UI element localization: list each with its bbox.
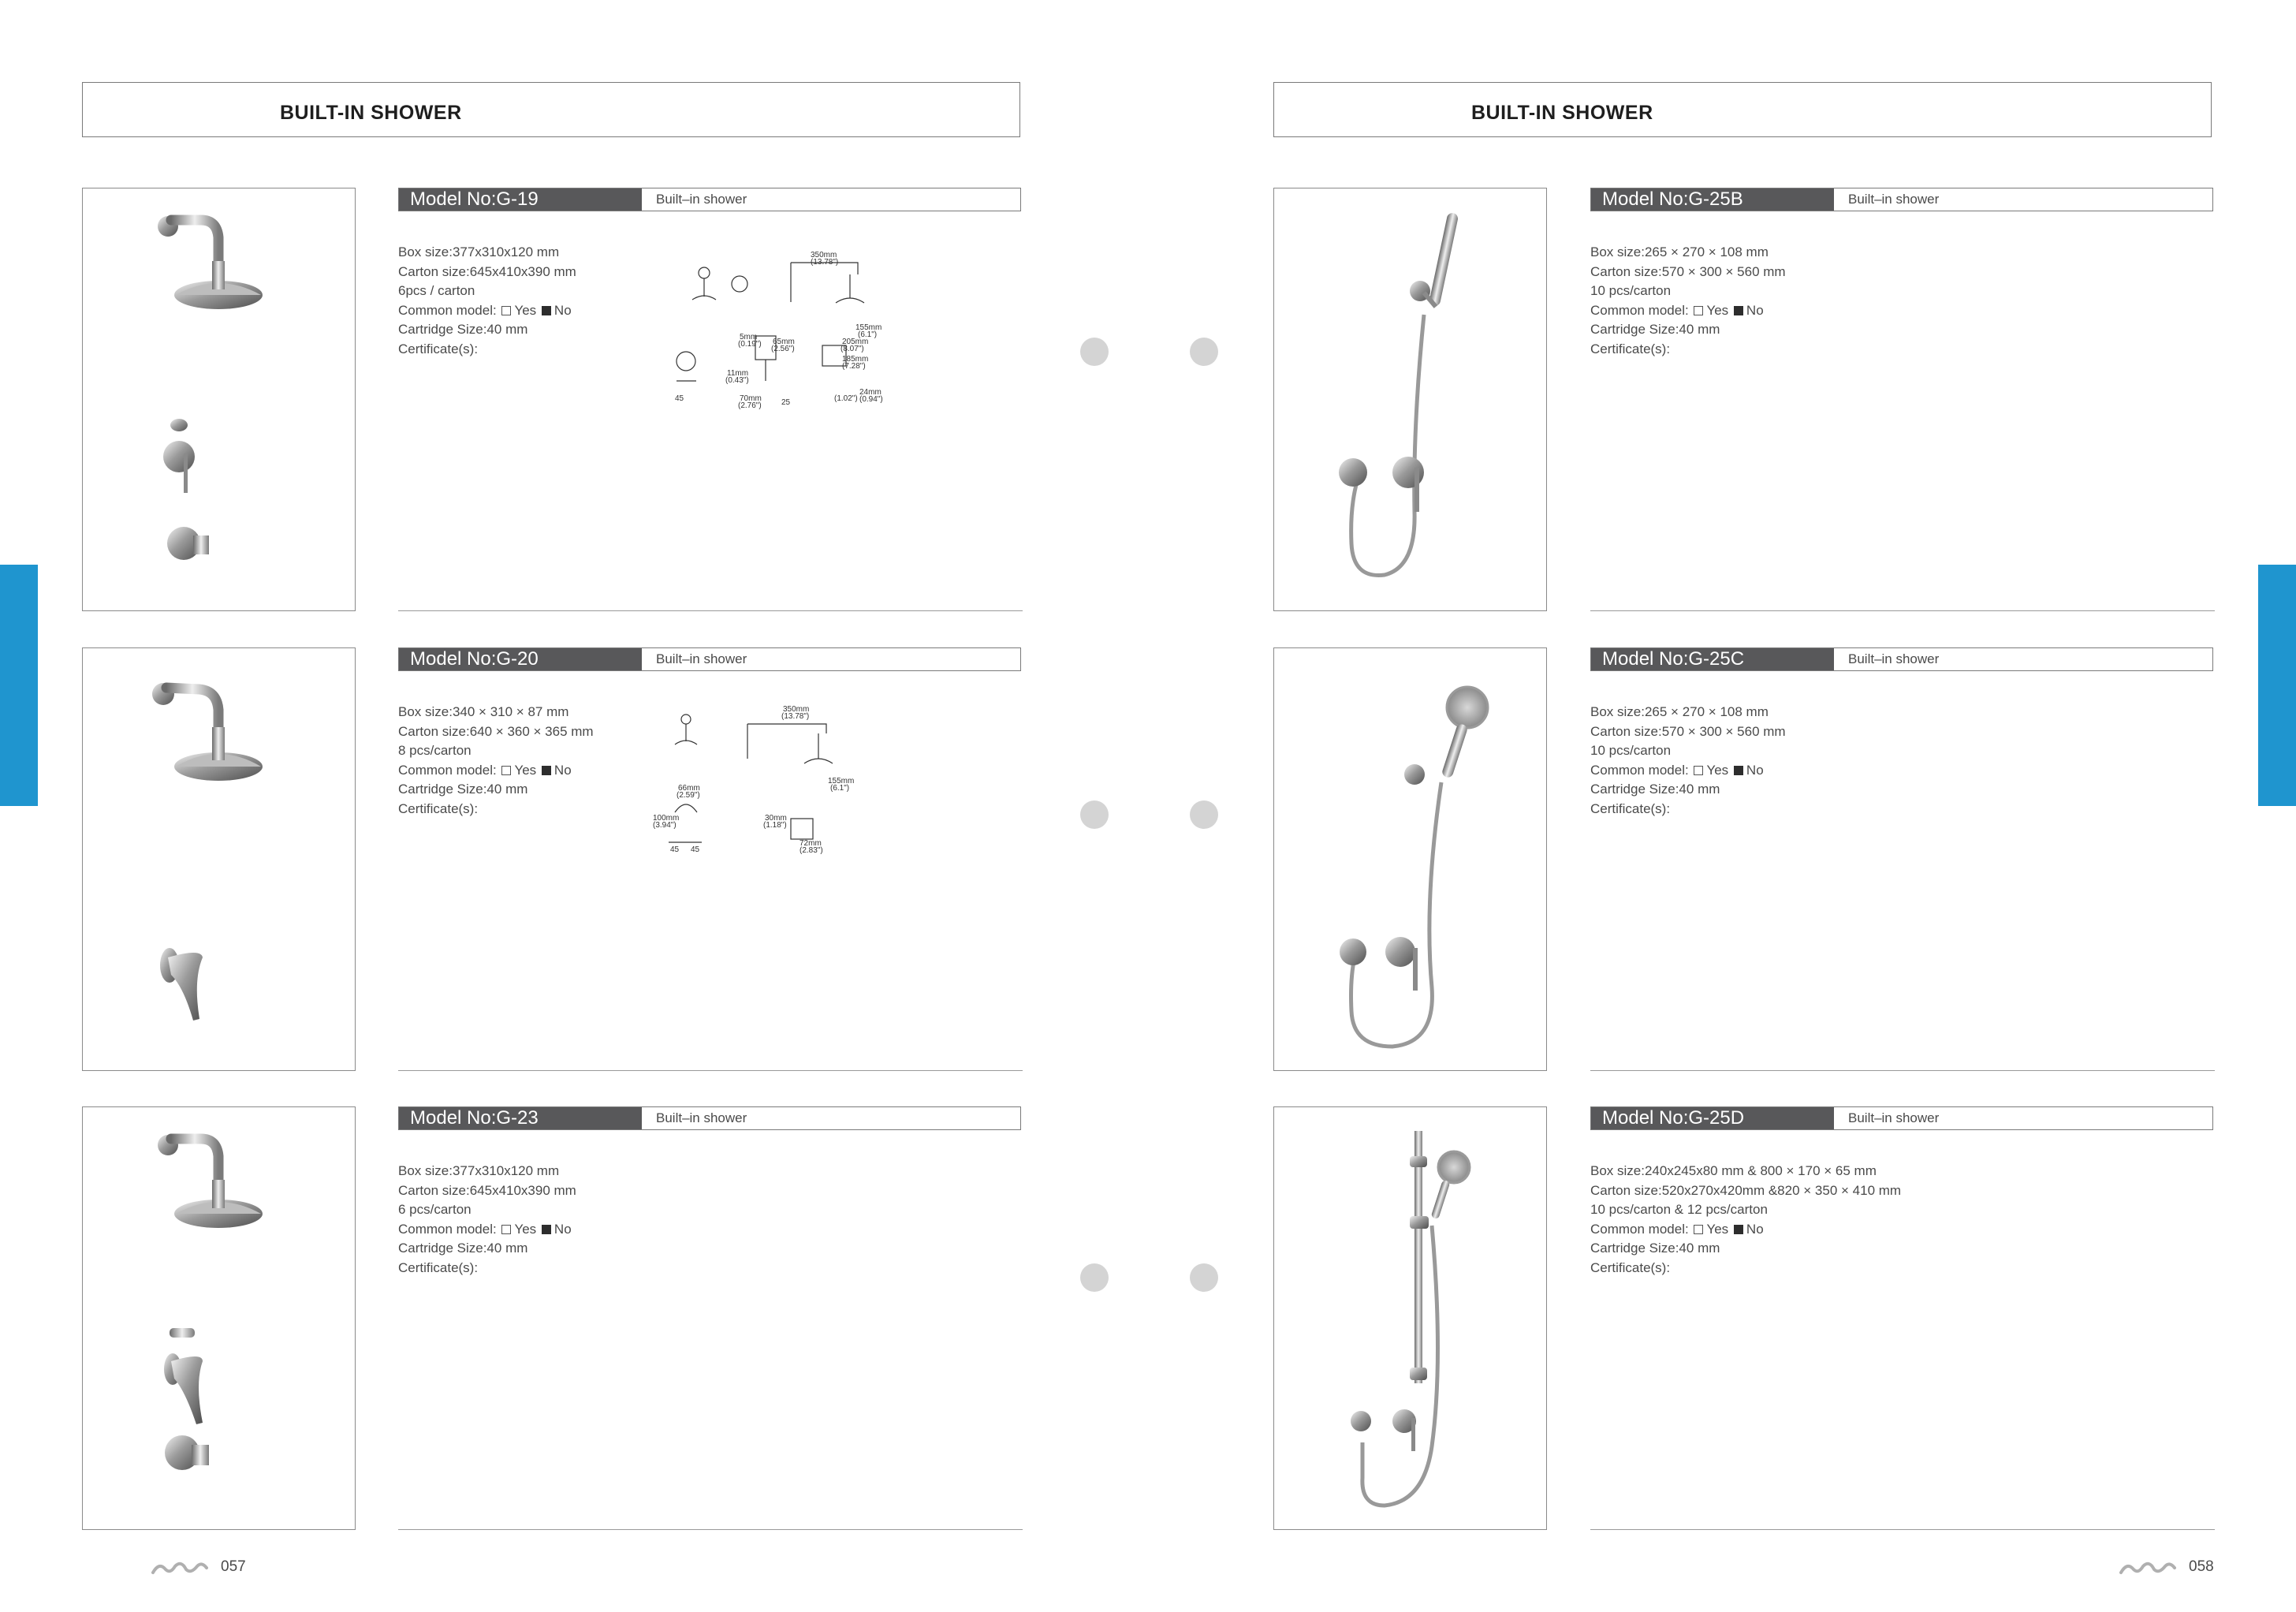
specs-g25b [1590,243,1786,359]
product-image-g20 [82,647,356,1071]
model-number: Model No:G-25B [1591,188,1834,211]
common-model-row: Common model: Yes No [1590,762,1764,778]
binding-dot [1190,1263,1218,1292]
mixer-valve-icon [160,948,203,1021]
carton-size: Carton size:570 × 300 × 560 mm [1590,723,1786,739]
dim-label: (0.43") [725,376,749,385]
dim-label: (2.59") [676,791,700,800]
dim-label: (13.78") [781,712,810,721]
cartridge-size: Cartridge Size:40 mm [1590,322,1720,337]
common-model-row: Common model: Yes No [398,762,572,778]
dim-label: (2.56") [771,345,795,353]
product-type: Built–in shower [656,1110,747,1125]
packing: 10 pcs/carton [1590,283,1672,298]
model-bar-g25b [1590,188,2213,211]
section-header-left [82,82,1020,137]
page-number-right: 058 [2189,1558,2214,1575]
hand-shower-set-icon [1339,212,1459,576]
dim-label: 65mm [773,338,795,346]
cartridge-size: Cartridge Size:40 mm [398,782,528,797]
shower-head-arm-icon [152,683,263,781]
dim-label: 350mm [783,705,810,714]
wall-outlet-icon [165,1435,209,1470]
product-image-g25c [1273,647,1547,1071]
dimension-diagram-g20 [653,702,889,860]
dim-label: (1.02") [834,394,858,403]
dim-label: (0.19") [738,340,762,349]
cartridge-size: Cartridge Size:40 mm [1590,782,1720,797]
brand-logo-icon [151,1560,208,1577]
no-checkbox [1734,1225,1743,1234]
mixer-valve-icon [164,1328,203,1424]
dimension-diagram-g19 [653,243,889,416]
hand-shower-set-icon [1340,687,1488,1047]
carton-size: Carton size:645x410x390 mm [398,1182,576,1198]
section-title: BUILT-IN SHOWER [280,102,462,124]
product-image-g25d [1273,1106,1547,1530]
binding-dot [1190,800,1218,829]
model-number: Model No:G-25D [1591,1107,1834,1129]
dim-label: (13.78") [811,258,839,267]
packing: 10 pcs/carton & 12 pcs/carton [1590,1202,1768,1217]
dim-label: 185mm [842,355,869,364]
binding-dot [1080,1263,1109,1292]
common-model-row: Common model: Yes No [398,1221,572,1237]
no-checkbox [542,1225,551,1234]
carton-size: Carton size:645x410x390 mm [398,263,576,279]
dim-label: 45 [670,845,680,854]
model-number: Model No:G-23 [399,1107,642,1129]
page-number-left: 057 [221,1558,246,1575]
model-bar-g20 [398,647,1021,671]
model-bar-g25d [1590,1106,2213,1130]
box-size: Box size:340 × 310 × 87 mm [398,704,569,719]
section-title: BUILT-IN SHOWER [1471,102,1653,124]
product-type: Built–in shower [1848,1110,1940,1125]
dim-label: 66mm [678,784,700,793]
dim-label: (8.07") [840,345,864,353]
product-type: Built–in shower [1848,192,1940,207]
specs-g25d [1590,1162,1901,1278]
box-size: Box size:377x310x120 mm [398,244,560,259]
model-number: Model No:G-19 [399,188,642,211]
product-type: Built–in shower [656,192,747,207]
side-tab-left [0,565,38,806]
side-tab-right [2258,565,2296,806]
dim-label: 5mm [740,333,758,341]
no-checkbox [542,306,551,315]
divider [398,610,1023,611]
model-bar-g23 [398,1106,1021,1130]
dim-label: 155mm [855,323,882,332]
carton-size: Carton size:640 × 360 × 365 mm [398,723,594,739]
divider [1590,1529,2215,1530]
common-model-row: Common model: Yes No [1590,302,1764,318]
dim-label: (2.76") [738,401,762,410]
model-bar-g25c [1590,647,2213,671]
packing: 6 pcs/carton [398,1202,472,1217]
box-size: Box size:265 × 270 × 108 mm [1590,704,1769,719]
dim-label: (1.18") [763,821,787,830]
product-image-g25b [1273,188,1547,611]
specs-g25c [1590,703,1786,819]
slide-bar-shower-icon [1351,1131,1470,1506]
certificate: Certificate(s): [1590,341,1671,356]
certificate: Certificate(s): [398,800,479,816]
no-checkbox [1734,766,1743,775]
yes-checkbox [501,1225,511,1234]
yes-checkbox [1694,1225,1703,1234]
dim-label: (6.1") [858,330,878,339]
dim-label: 11mm [727,369,749,378]
dim-label: 24mm [859,388,882,397]
no-checkbox [542,766,551,775]
binding-dot [1080,800,1109,829]
common-model-row: Common model: Yes No [398,302,572,318]
model-number: Model No:G-20 [399,648,642,670]
no-checkbox [1734,306,1743,315]
divider [398,1070,1023,1071]
certificate: Certificate(s): [1590,800,1671,816]
dim-label: 350mm [811,251,837,259]
dim-label: (6.1") [830,784,850,793]
box-size: Box size:240x245x80 mm & 800 × 170 × 65 mm [1590,1163,1877,1178]
shower-head-arm-icon [158,1135,263,1228]
shower-head-arm-icon [158,216,263,309]
packing: 10 pcs/carton [1590,743,1672,758]
dim-label: 45 [675,394,684,403]
yes-checkbox [1694,766,1703,775]
specs-g23 [398,1162,576,1278]
dim-label: (3.94") [653,821,676,830]
dim-label: (0.94") [859,395,883,404]
certificate: Certificate(s): [398,1259,479,1275]
product-image-g23 [82,1106,356,1530]
dim-label: (7.28") [842,362,866,371]
cartridge-size: Cartridge Size:40 mm [398,1241,528,1256]
yes-checkbox [501,766,511,775]
carton-size: Carton size:570 × 300 × 560 mm [1590,263,1786,279]
dim-label: 70mm [740,394,762,403]
model-number: Model No:G-25C [1591,648,1834,670]
yes-checkbox [1694,306,1703,315]
carton-size: Carton size:520x270x420mm &820 × 350 × 410 mm [1590,1182,1902,1198]
cartridge-size: Cartridge Size:40 mm [398,322,528,337]
brand-logo-icon [2119,1560,2176,1577]
product-image-g19 [82,188,356,611]
dim-label: (2.83") [800,846,823,855]
box-size: Box size:377x310x120 mm [398,1163,560,1178]
specs-g20 [398,703,594,819]
packing: 8 pcs/carton [398,743,472,758]
packing: 6pcs / carton [398,283,475,298]
box-size: Box size:265 × 270 × 108 mm [1590,244,1769,259]
certificate: Certificate(s): [1590,1259,1671,1275]
dim-label: 100mm [653,814,680,823]
divider [1590,1070,2215,1071]
yes-checkbox [501,306,511,315]
common-model-row: Common model: Yes No [1590,1221,1764,1237]
wall-outlet-icon [167,527,209,560]
divider [1590,610,2215,611]
product-type: Built–in shower [656,651,747,666]
model-bar-g19 [398,188,1021,211]
specs-g19 [398,243,576,359]
dim-label: 72mm [800,839,822,848]
cartridge-size: Cartridge Size:40 mm [1590,1241,1720,1256]
product-type: Built–in shower [1848,651,1940,666]
binding-dot [1080,338,1109,366]
certificate: Certificate(s): [398,341,479,356]
binding-dot [1190,338,1218,366]
dim-label: 25 [781,398,791,407]
dim-label: 30mm [765,814,787,823]
divider [398,1529,1023,1530]
section-header-right [1273,82,2212,137]
dim-label: 45 [691,845,700,854]
dim-label: 155mm [828,777,855,785]
mixer-valve-icon [163,419,195,493]
dim-label: 205mm [842,338,869,346]
